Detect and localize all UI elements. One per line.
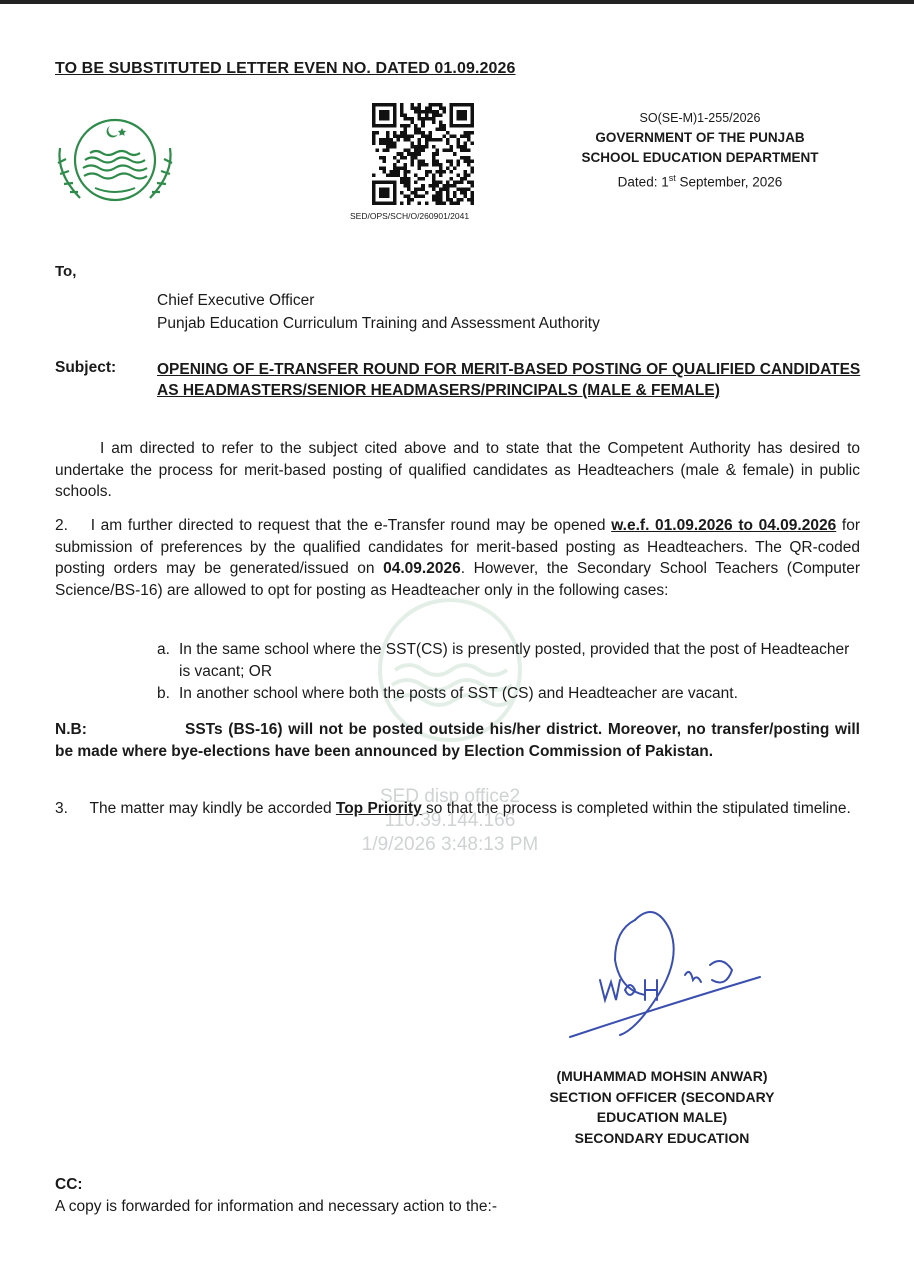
top-priority: Top Priority bbox=[335, 800, 422, 817]
scan-top-edge bbox=[0, 0, 914, 4]
department-name: SCHOOL EDUCATION DEPARTMENT bbox=[581, 150, 819, 165]
government-name: GOVERNMENT OF THE PUNJAB bbox=[595, 130, 805, 145]
punjab-government-logo bbox=[50, 108, 180, 213]
paragraph-3-text-a: The matter may kindly be accorded bbox=[89, 800, 332, 817]
watermark-timestamp: 1/9/2026 3:48:13 PM bbox=[361, 834, 539, 855]
signatory-unit: SECONDARY EDUCATION bbox=[574, 1129, 750, 1146]
letter-date bbox=[550, 168, 850, 193]
to-label: To, bbox=[55, 263, 77, 280]
qr-code-reference: SED/OPS/SCH/O/260901/2041 bbox=[350, 211, 470, 221]
case-a-text: In the same school where the SST(CS) is presently posted, provided that the post of Headteacher is vacant; OR bbox=[179, 641, 850, 680]
cc-label: CC: bbox=[55, 1176, 83, 1193]
recipient-organization: Punjab Education Curriculum Training and Assessment Authority bbox=[157, 315, 600, 332]
recipient-title: Chief Executive Officer bbox=[157, 292, 315, 309]
paragraph-3 bbox=[55, 798, 860, 820]
cases-list bbox=[157, 639, 862, 705]
nb-text: SSTs (BS-16) will not be posted outside his/her district. Moreover, no transfer/posting will be made where bye-elections have been announced by Election Commission of Pakistan. bbox=[55, 721, 860, 760]
nota-bene bbox=[55, 719, 860, 763]
nb-label: N.B: bbox=[55, 721, 87, 738]
date-prefix: Dated: 1 bbox=[617, 174, 669, 190]
cc-text: A copy is forwarded for information and necessary action to the:- bbox=[55, 1198, 497, 1215]
signatory-block bbox=[480, 1066, 844, 1148]
issue-date: 04.09.2026 bbox=[383, 560, 461, 577]
handwritten-signature bbox=[565, 895, 765, 1045]
paragraph-2-number: 2. bbox=[55, 517, 68, 534]
case-a-marker: a. bbox=[157, 641, 170, 658]
recipient-block bbox=[157, 289, 600, 335]
date-suffix: September, 2026 bbox=[675, 174, 783, 190]
subject-label: Subject: bbox=[55, 359, 117, 376]
list-item bbox=[157, 639, 862, 683]
list-item bbox=[157, 683, 862, 705]
signatory-name: (MUHAMMAD MOHSIN ANWAR) bbox=[556, 1068, 768, 1084]
subject-text: OPENING OF E-TRANSFER ROUND FOR MERIT-BASED POSTING OF QUALIFIED CANDIDATES AS HEADMASTERS/SENIOR HEADMASERS/PRINCIPALS (MALE & FEMALE) bbox=[157, 361, 861, 399]
effective-dates: w.e.f. 01.09.2026 to 04.09.2026 bbox=[611, 517, 837, 534]
signatory-designation: SECTION OFFICER (SECONDARY EDUCATION MALE) bbox=[549, 1088, 775, 1125]
system-watermark bbox=[330, 785, 570, 857]
paragraph-2-text-c: . However, the Secondary School Teachers (Computer Science/BS-16) are allowed to opt for posting as Headteacher only in the following cases: bbox=[55, 560, 860, 599]
watermark-office: SED disp office2 bbox=[379, 786, 521, 807]
qr-code bbox=[372, 103, 474, 205]
paragraph-2-text-b: for submission of preferences by the qualified candidates for merit-based posting as Headteachers. The QR-coded posting orders may be generated/issued on bbox=[55, 517, 860, 577]
letter-header bbox=[550, 108, 850, 193]
paragraph-3-text-b: so that the process is completed within the stipulated timeline. bbox=[426, 800, 851, 817]
letter-title: TO BE SUBSTITUTED LETTER EVEN NO. DATED 01.09.2026 bbox=[55, 60, 516, 77]
case-b-text: In another school where both the posts of SST (CS) and Headteacher are vacant. bbox=[179, 685, 738, 702]
case-b-marker: b. bbox=[157, 685, 170, 702]
paragraph-2-text-a: I am further directed to request that the e-Transfer round may be opened bbox=[90, 517, 606, 534]
paragraph-3-number: 3. bbox=[55, 800, 68, 817]
watermark-ip: 110.39.144.166 bbox=[384, 810, 516, 831]
date-superscript: st bbox=[668, 173, 676, 183]
reference-number: SO(SE-M)1-255/2026 bbox=[639, 111, 761, 125]
paragraph-1: I am directed to refer to the subject cited above and to state that the Competent Authority has desired to undertake the process for merit-based posting of qualified candidates as Headteachers (male & female) in public schools. bbox=[55, 440, 860, 500]
